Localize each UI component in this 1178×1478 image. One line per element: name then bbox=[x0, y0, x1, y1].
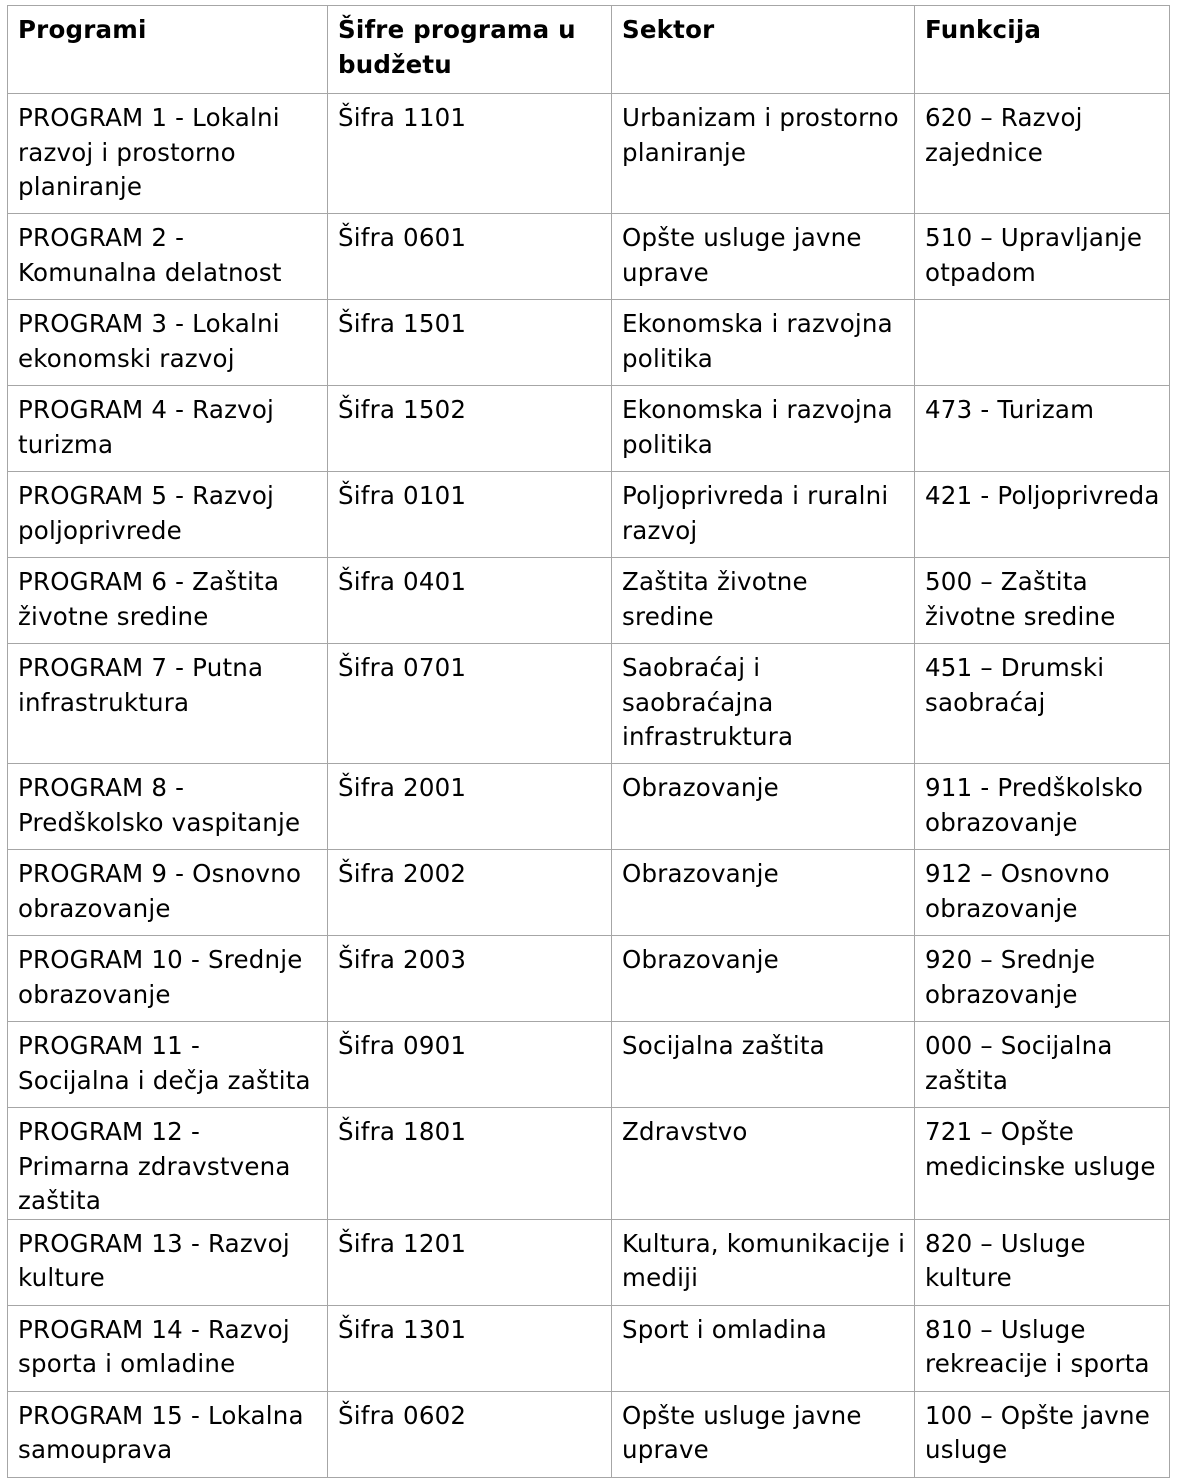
cell-sektor: Socijalna zaštita bbox=[612, 1022, 915, 1108]
cell-funkcija: 912 – Osnovno obrazovanje bbox=[915, 850, 1170, 936]
cell-sifra: Šifra 0701 bbox=[328, 644, 612, 764]
table-row bbox=[8, 1305, 1170, 1391]
cell-funkcija: 810 – Usluge rekreacije i sporta bbox=[915, 1305, 1170, 1391]
header-programi: Programi bbox=[8, 6, 328, 94]
table-row bbox=[8, 214, 1170, 300]
cell-program: PROGRAM 10 - Srednje obrazovanje bbox=[8, 936, 328, 1022]
cell-funkcija: 000 – Socijalna zaštita bbox=[915, 1022, 1170, 1108]
cell-sifra: Šifra 0602 bbox=[328, 1391, 612, 1477]
cell-sektor: Obrazovanje bbox=[612, 850, 915, 936]
table-row bbox=[8, 764, 1170, 850]
cell-funkcija: 421 - Poljoprivreda bbox=[915, 472, 1170, 558]
cell-program: PROGRAM 8 - Predškolsko vaspitanje bbox=[8, 764, 328, 850]
cell-sifra: Šifra 1201 bbox=[328, 1219, 612, 1305]
cell-program: PROGRAM 5 - Razvoj poljoprivrede bbox=[8, 472, 328, 558]
table-row bbox=[8, 850, 1170, 936]
cell-sektor: Zaštita životne sredine bbox=[612, 558, 915, 644]
cell-sifra: Šifra 1502 bbox=[328, 386, 612, 472]
cell-sektor: Saobraćaj i saobraćajna infrastruktura bbox=[612, 644, 915, 764]
header-funkcija: Funkcija bbox=[915, 6, 1170, 94]
cell-sektor: Sport i omladina bbox=[612, 1305, 915, 1391]
cell-program: PROGRAM 6 - Zaštita životne sredine bbox=[8, 558, 328, 644]
table-row bbox=[8, 472, 1170, 558]
table-row bbox=[8, 1108, 1170, 1220]
cell-sektor: Opšte usluge javne uprave bbox=[612, 214, 915, 300]
table-row bbox=[8, 1022, 1170, 1108]
cell-program: PROGRAM 11 - Socijalna i dečja zaštita bbox=[8, 1022, 328, 1108]
cell-sifra: Šifra 0601 bbox=[328, 214, 612, 300]
cell-funkcija bbox=[915, 300, 1170, 386]
cell-funkcija: 500 – Zaštita životne sredine bbox=[915, 558, 1170, 644]
cell-sektor: Kultura, komunikacije i mediji bbox=[612, 1219, 915, 1305]
cell-program: PROGRAM 14 - Razvoj sporta i omladine bbox=[8, 1305, 328, 1391]
table-row bbox=[8, 386, 1170, 472]
cell-sifra: Šifra 2001 bbox=[328, 764, 612, 850]
header-sifre: Šifre programa u budžetu bbox=[328, 6, 612, 94]
cell-sektor: Poljoprivreda i ruralni razvoj bbox=[612, 472, 915, 558]
table-row bbox=[8, 936, 1170, 1022]
cell-sektor: Ekonomska i razvojna politika bbox=[612, 386, 915, 472]
cell-funkcija: 473 - Turizam bbox=[915, 386, 1170, 472]
cell-sifra: Šifra 2002 bbox=[328, 850, 612, 936]
cell-funkcija: 911 - Predškolsko obrazovanje bbox=[915, 764, 1170, 850]
header-sektor: Sektor bbox=[612, 6, 915, 94]
cell-sektor: Obrazovanje bbox=[612, 936, 915, 1022]
cell-program: PROGRAM 4 - Razvoj turizma bbox=[8, 386, 328, 472]
cell-program: PROGRAM 12 - Primarna zdravstvena zaštita bbox=[8, 1108, 328, 1220]
cell-program: PROGRAM 9 - Osnovno obrazovanje bbox=[8, 850, 328, 936]
cell-funkcija: 920 – Srednje obrazovanje bbox=[915, 936, 1170, 1022]
cell-funkcija: 510 – Upravljanje otpadom bbox=[915, 214, 1170, 300]
cell-sifra: Šifra 0101 bbox=[328, 472, 612, 558]
program-table bbox=[7, 5, 1170, 1478]
table-row bbox=[8, 300, 1170, 386]
table-row bbox=[8, 94, 1170, 214]
table-row bbox=[8, 1391, 1170, 1477]
cell-funkcija: 721 – Opšte medicinske usluge bbox=[915, 1108, 1170, 1220]
cell-funkcija: 451 – Drumski saobraćaj bbox=[915, 644, 1170, 764]
table-row bbox=[8, 644, 1170, 764]
cell-program: PROGRAM 15 - Lokalna samouprava bbox=[8, 1391, 328, 1477]
table-header-row bbox=[8, 6, 1170, 94]
cell-program: PROGRAM 1 - Lokalni razvoj i prostorno planiranje bbox=[8, 94, 328, 214]
cell-sifra: Šifra 1501 bbox=[328, 300, 612, 386]
cell-sifra: Šifra 0401 bbox=[328, 558, 612, 644]
cell-sektor: Obrazovanje bbox=[612, 764, 915, 850]
table-row bbox=[8, 558, 1170, 644]
cell-funkcija: 820 – Usluge kulture bbox=[915, 1219, 1170, 1305]
cell-sifra: Šifra 1801 bbox=[328, 1108, 612, 1220]
cell-sifra: Šifra 0901 bbox=[328, 1022, 612, 1108]
cell-program: PROGRAM 3 - Lokalni ekonomski razvoj bbox=[8, 300, 328, 386]
cell-funkcija: 100 – Opšte javne usluge bbox=[915, 1391, 1170, 1477]
cell-sifra: Šifra 2003 bbox=[328, 936, 612, 1022]
cell-sektor: Zdravstvo bbox=[612, 1108, 915, 1220]
cell-sektor: Opšte usluge javne uprave bbox=[612, 1391, 915, 1477]
cell-program: PROGRAM 7 - Putna infrastruktura bbox=[8, 644, 328, 764]
table-row bbox=[8, 1219, 1170, 1305]
cell-program: PROGRAM 2 - Komunalna delatnost bbox=[8, 214, 328, 300]
cell-sifra: Šifra 1101 bbox=[328, 94, 612, 214]
cell-program: PROGRAM 13 - Razvoj kulture bbox=[8, 1219, 328, 1305]
cell-sektor: Ekonomska i razvojna politika bbox=[612, 300, 915, 386]
cell-funkcija: 620 – Razvoj zajednice bbox=[915, 94, 1170, 214]
cell-sektor: Urbanizam i prostorno planiranje bbox=[612, 94, 915, 214]
cell-sifra: Šifra 1301 bbox=[328, 1305, 612, 1391]
